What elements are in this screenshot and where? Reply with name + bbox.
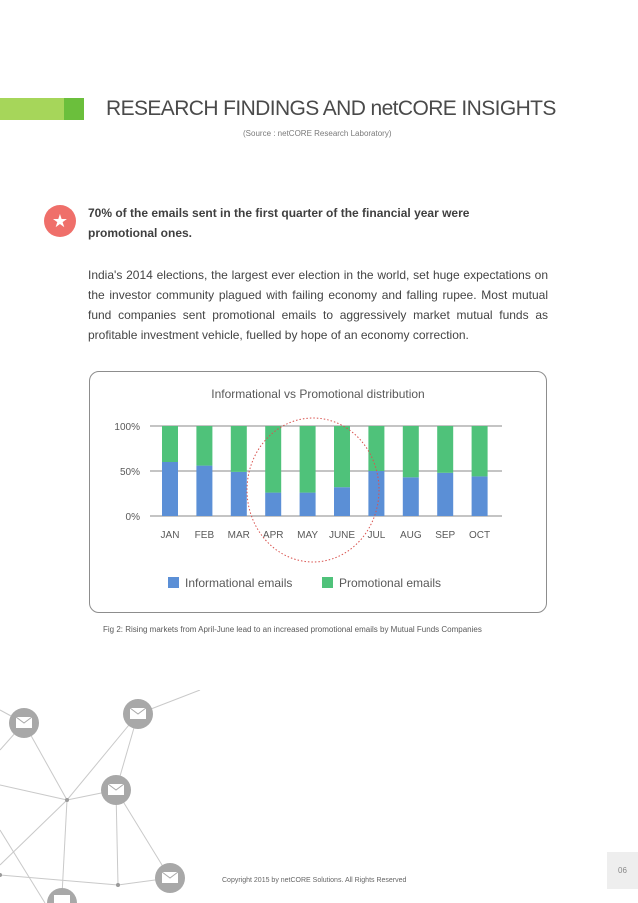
header-accent-bar-light [0,98,64,120]
legend-swatch [322,577,333,588]
bar-segment [437,426,453,473]
envelope-icon [155,863,185,893]
envelope-icon [123,699,153,729]
bar-segment [265,426,281,493]
bar-segment [403,477,419,516]
bar-segment [368,426,384,471]
bar-segment [196,426,212,466]
x-tick-label: MAR [227,530,250,541]
envelope-icon [9,708,39,738]
x-tick-label: OCT [469,530,491,541]
bar-segment [403,426,419,477]
bar-segment [300,493,316,516]
x-tick-label: JUL [367,530,386,541]
bar-segment [231,426,247,472]
y-tick-label: 100% [114,422,140,433]
bar-segment [300,426,316,493]
bar-segment [162,426,178,462]
x-tick-label: JAN [160,530,180,541]
bar-segment [472,476,488,516]
chart-panel [89,371,547,613]
bar-segment [472,426,488,476]
x-tick-label: FEB [194,530,215,541]
body-paragraph: India's 2014 elections, the largest ever election in the world, set huge expectations on the investor community plagued with failing economy and falling rupee. Most mutual fund companies sent promotional emails to aggressively market mutual funds as profitable investment vehicle, fuelled by hope of an economy correction. [88,268,548,342]
x-tick-label: JUNE [328,530,356,541]
copyright-text: Copyright 2015 by netCORE Solutions. All Rights Reserved [222,877,407,884]
email-network-illustration [0,690,220,903]
legend-swatch [168,577,179,588]
x-tick-label: AUG [399,530,422,541]
legend-label: Promotional emails [339,576,442,590]
envelope-icon [47,888,77,903]
source-note: (Source : netCORE Research Laboratory) [243,129,392,138]
y-tick-label: 0% [125,512,140,523]
legend-label: Informational emails [185,576,293,590]
star-icon: ★ [44,205,76,237]
page-title: RESEARCH FINDINGS AND netCORE INSIGHTS [106,97,556,120]
bar-segment [231,472,247,516]
bar-segment [368,471,384,516]
header-accent-bar-dark [64,98,84,120]
x-tick-label: SEP [435,530,456,541]
bar-segment [196,466,212,516]
y-tick-label: 50% [119,467,140,478]
bar-segment [437,473,453,516]
envelope-icon [101,775,131,805]
bar-segment [265,493,281,516]
figure-caption: Fig 2: Rising markets from April-June lead to an increased promotional emails by Mutual Funds Companies [103,625,482,634]
page-number: 06 [607,852,638,889]
chart-title: Informational vs Promotional distribution [211,387,425,401]
key-finding: 70% of the emails sent in the first quarter of the financial year were promotional ones. [88,206,470,240]
bar-segment [334,487,350,516]
x-tick-label: MAY [297,530,319,541]
stacked-bar-chart [90,372,546,612]
bar-segment [162,462,178,516]
bar-segment [334,426,350,487]
x-tick-label: APR [262,530,284,541]
